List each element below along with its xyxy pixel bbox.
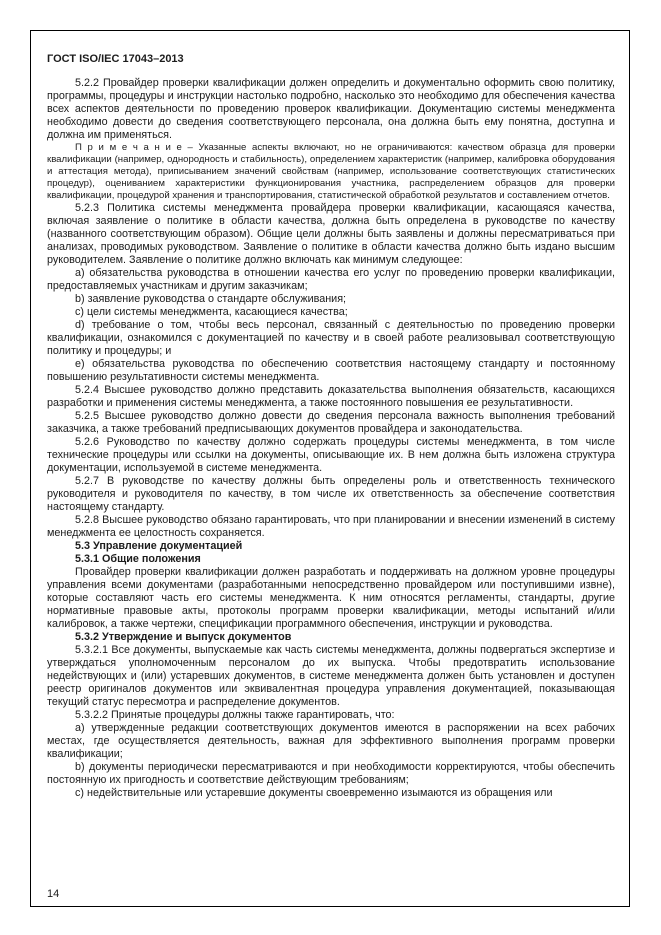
paragraph: 5.2.2 Провайдер проверки квалификации должен определить и документально оформить свою политику, программы, процедуры и инструкции настолько подробно, насколько это необходимо для обеспечения качества всех аспектов деятельности по проведению проверок квалификации. Документацию системы менеджмента необходимо довести до сведения соответствующего персонала, она должна быть ему понятна, доступна и должна им применяться. [47, 77, 615, 141]
paragraph: 5.2.5 Высшее руководство должно довести до сведения персонала важность выполнения требований заказчика, а также требований предписывающих документов провайдера и законодательства. [47, 410, 615, 435]
paragraph: d) требование о том, чтобы весь персонал, связанный с деятельностью по проведению проверки квалификации, ознакомился с документацией по качеству и в своей работе реализовывал соответствующую политику и процедуры; и [47, 319, 615, 357]
paragraph: c) недействительные или устаревшие документы своевременно изымаются из обращения или [75, 787, 553, 799]
paragraph: е) обязательства руководства по обеспечению соответствия настоящему стандарту и постоянному повышению результативности системы менеджмента. [47, 358, 615, 383]
paragraph: 5.3.2.2 Принятые процедуры должны также гарантировать, что: [75, 709, 395, 721]
paragraph: c) цели системы менеджмента, касающиеся качества; [75, 306, 348, 318]
page-number: 14 [47, 888, 60, 900]
section-heading: 5.3.1 Общие положения [75, 553, 201, 565]
paragraph: 5.2.3 Политика системы менеджмента провайдера проверки квалификации, касающаяся качества, включая заявление о политике в области качества, должна быть определена в руководстве по качеству (названного соответствующим образом). Общие цели должны быть заявлены и должны пересматриваться при анализах, проводимых руководством. Заявление о политике в области качества должно быть издано высшим руководителем. Заявление о политике должно включать как минимум следующее: [47, 202, 615, 266]
paragraph: 5.2.8 Высшее руководство обязано гарантировать, что при планировании и внесении изменений в систему менеджмента ее целостность сохраняется. [47, 514, 615, 539]
document-page [30, 30, 630, 907]
paragraph: а) обязательства руководства в отношении качества его услуг по проведению проверки квалификации, предоставляемых участникам и другим заказчикам; [47, 267, 615, 292]
paragraph: 5.3.2.1 Все документы, выпускаемые как часть системы менеджмента, должны подвергаться экспертизе и утверждаться уполномоченным персоналом до их выпуска. Чтобы предотвратить использование недействующих и (или) устаревших документов, в системе менеджмента должен быть установлен и доступен реестр оригиналов документов или эквивалентная процедура управления документацией, показывающая текущий статус пересмотра и распределение документов. [47, 644, 615, 708]
section-heading: 5.3 Управление документацией [75, 540, 243, 552]
document-header: ГОСТ ISO/IEC 17043–2013 [47, 53, 184, 65]
paragraph: 5.2.7 В руководстве по качеству должны быть определены роль и ответственность технического руководителя и руководителя по качеству, в том числе их ответственность за обеспечение соответствия настоящему стандарту. [47, 475, 615, 513]
paragraph: b) документы периодически пересматриваются и при необходимости корректируются, чтобы обеспечить постоянную их пригодность и соответствие действующим требованиям; [47, 761, 615, 786]
section-heading: 5.3.2 Утверждение и выпуск документов [75, 631, 292, 643]
document-content [47, 77, 615, 800]
paragraph: а) утвержденные редакции соответствующих документов имеются в распоряжении на всех рабочих местах, где осуществляется деятельность, важная для эффективного выполнения программ проверки квалификации; [47, 722, 615, 760]
paragraph: 5.2.6 Руководство по качеству должно содержать процедуры системы менеджмента, в том числе технические процедуры или ссылки на документы, описывающие их. В нем должна быть изложена структура документации, используемой в системе менеджмента. [47, 436, 615, 474]
paragraph: b) заявление руководства о стандарте обслуживания; [75, 293, 347, 305]
note-paragraph: П р и м е ч а н и е – Указанные аспекты включают, но не ограничиваются: качеством образца для проверки квалификации (например, однородность и стабильность), определением характеристик (например, калибровка оборудования и аттестация метода), приписыванием значений свойствам (например, использование соответствующих статистических процедур), оцениванием характеристики функционирования участника, распределением образцов для проверки квалификации, процедурой хранения и транспортирования, статистической обработкой результатов и составлением отчетов. [47, 142, 615, 201]
paragraph: 5.2.4 Высшее руководство должно представить доказательства выполнения обязательств, касающихся разработки и применения системы менеджмента, а также постоянного повышения ее результативности. [47, 384, 615, 409]
paragraph: Провайдер проверки квалификации должен разработать и поддерживать на должном уровне процедуры управления всеми документами (разработанными непосредственно провайдером или поступившими извне), которые составляют часть его системы менеджмента. К ним относятся регламенты, стандарты, другие нормативные правовые акты, протоколы программ проверки квалификации, методы испытаний и/или калибровок, а также чертежи, спецификации программного обеспечения, инструкции и руководства. [47, 566, 615, 630]
